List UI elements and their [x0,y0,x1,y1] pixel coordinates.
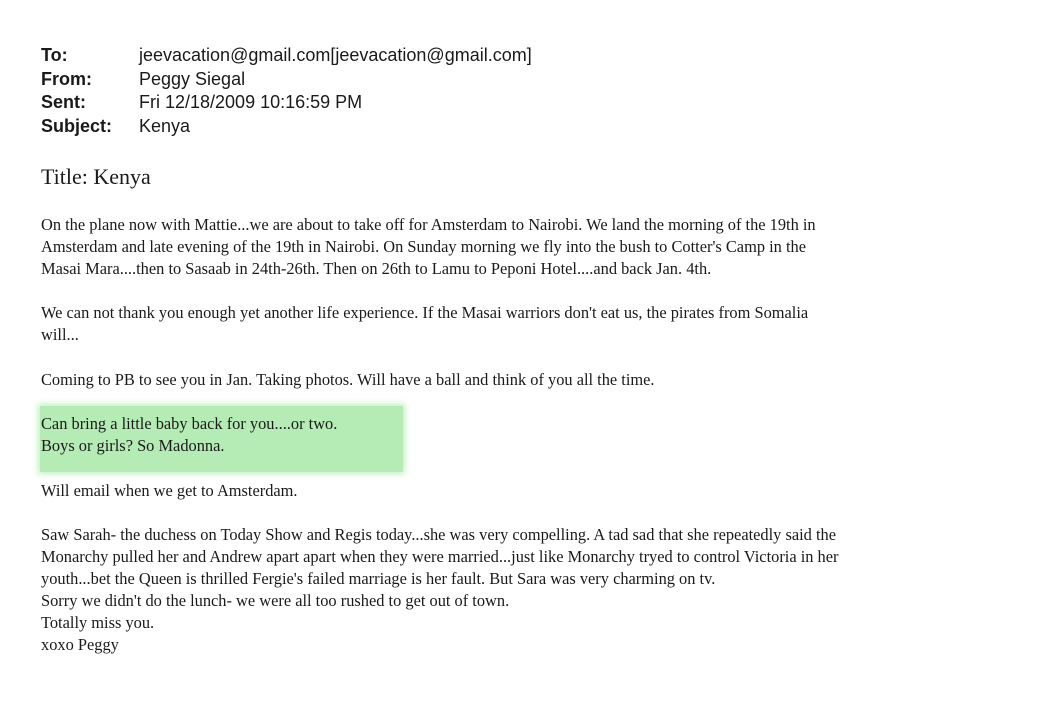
signature: xoxo Peggy [41,635,119,654]
paragraph-coming-to-pb [41,369,1031,391]
paragraph-line: Amsterdam and late evening of the 19th in Nairobi. On Sunday morning we fly into the bush to Cotter's Camp in the [41,237,806,256]
to-value: jeevacation@gmail.com[jeevacation@gmail.com] [139,45,532,65]
sent-value: Fri 12/18/2009 10:16:59 PM [139,92,363,112]
subject-row [41,115,532,139]
paragraph-thanks [41,302,1031,346]
paragraph-line: We can not thank you enough yet another life experience. If the Masai warriors don't eat us, the pirates from Somalia [41,303,809,322]
from-value: Peggy Siegal [139,68,246,89]
subject-value: Kenya [139,115,191,136]
paragraph-line: youth...bet the Queen is thrilled Fergie's failed marriage is her fault. But Sara was very charming on tv. [41,569,716,588]
to-row [41,44,532,68]
paragraph-line: Coming to PB to see you in Jan. Taking photos. Will have a ball and think of you all the time. [41,370,655,389]
paragraph-will-email [41,480,1031,502]
paragraph-line: Saw Sarah- the duchess on Today Show and Regis today...she was very compelling. A tad sad that she repeatedly said the [41,525,836,544]
paragraph-line: Sorry we didn't do the lunch- we were all too rushed to get out of town. [41,591,510,610]
sent-row [41,91,532,115]
paragraph-line: On the plane now with Mattie...we are about to take off for Amsterdam to Nairobi. We land the morning of the 19th in [41,215,816,234]
paragraph-line: will... [41,325,79,344]
paragraph-highlighted [41,413,1031,457]
paragraph-line: Masai Mara....then to Sasaab in 24th-26th. Then on 26th to Lamu to Peponi Hotel....and back Jan. 4th. [41,259,712,278]
paragraph-travel-plans [41,214,1031,280]
from-label: From: [41,68,92,89]
paragraph-line: Can bring a little baby back for you....or two. [41,414,338,433]
paragraph-line: Monarchy pulled her and Andrew apart apart when they were married...just like Monarchy tryed to control Victoria in her [41,547,839,566]
paragraph-sarah-and-signoff [41,524,1031,656]
paragraph-line: Will email when we get to Amsterdam. [41,481,298,500]
paragraph-line: Totally miss you. [41,613,155,632]
email-header [41,44,532,138]
subject-label: Subject: [41,115,113,136]
from-row [41,68,532,92]
sent-label: Sent: [41,92,86,112]
paragraph-line: Boys or girls? So Madonna. [41,436,225,455]
document-title: Title: Kenya [41,164,151,189]
to-label: To: [41,45,68,65]
